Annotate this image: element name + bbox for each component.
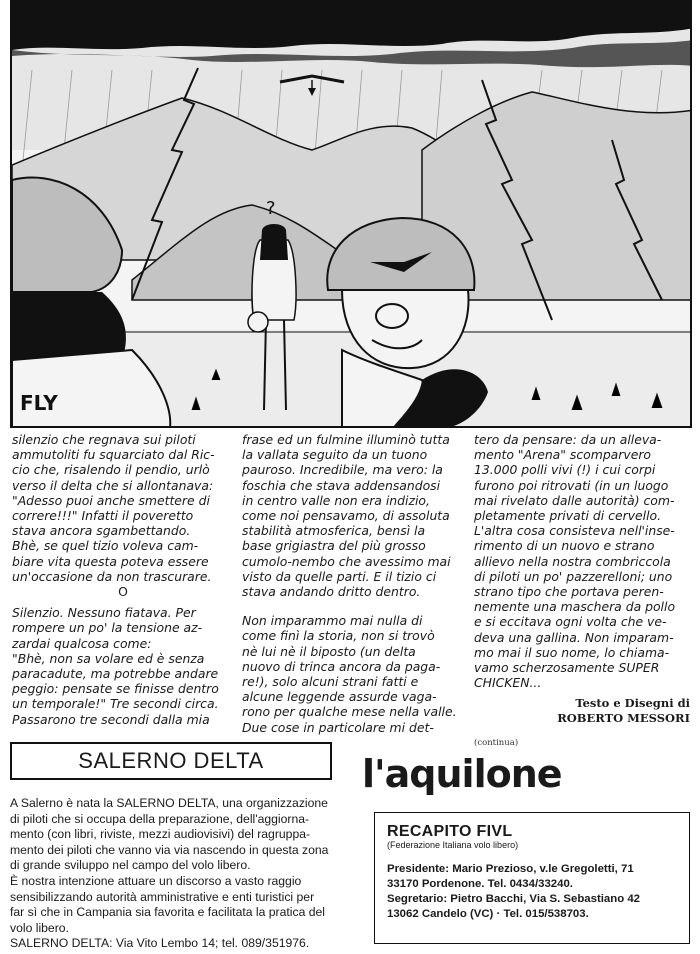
text-line: correre!!!" Infatti il poveretto	[12, 508, 194, 524]
salerno-text-line: di grande sviluppo nel campo del volo libero.	[10, 858, 251, 873]
credit-line-1: Testo e Disegni di	[575, 696, 690, 711]
recapito-lines	[387, 862, 677, 922]
salerno-delta-text	[10, 796, 340, 952]
text-line: frase ed un fulmine illuminò tutta	[242, 432, 450, 447]
text-line: strano tipo che portava peren-	[474, 584, 664, 600]
recapito-subtitle: (Federazione Italiana volo libero)	[387, 840, 519, 850]
comic-illustration	[12, 0, 692, 428]
column-3-text	[474, 432, 690, 690]
text-line: allievo nella nostra combriccola	[474, 553, 671, 569]
salerno-text-line: SALERNO DELTA: Via Vito Lembo 14; tel. 089/351976.	[10, 936, 310, 951]
text-line: "Bhè, non sa volare ed è senza	[12, 650, 205, 666]
text-line: deva una gallina. Non imparam-	[474, 629, 674, 645]
text-line: peggio: pensate se finisse dentro	[12, 681, 219, 697]
text-line: silenzio che regnava sui piloti	[12, 432, 196, 447]
text-line: Silenzio. Nessuno fiatava. Per	[12, 605, 196, 621]
text-line: mai rivelato dalle autorità) com-	[474, 492, 675, 508]
text-line: in centro valle non era indizio,	[242, 492, 430, 508]
text-line: nè lui nè il biposto (un delta	[242, 643, 416, 659]
text-line: cumolo-nembo che avessimo mai	[242, 553, 451, 569]
text-line: mo mai il suo nome, lo chiama-	[474, 644, 670, 660]
text-line: un temporale!" Tre secondi circa.	[12, 696, 219, 712]
recapito-title: RECAPITO FIVL	[387, 823, 513, 840]
text-line: "Adesso puoi anche smettere di	[12, 492, 210, 508]
question-mark: ?	[266, 198, 276, 219]
text-line: pauroso. Incredibile, ma vero: la	[242, 462, 443, 478]
text-line: la vallata seguito da un tuono	[242, 447, 428, 463]
recapito-fivl-box	[374, 812, 690, 944]
text-line: tero da pensare: da un alleva-	[474, 432, 662, 447]
column-1-text	[12, 432, 234, 584]
recapito-line: Presidente: Mario Prezioso, v.le Gregoletti, 71	[387, 863, 634, 875]
text-line: 13.000 polli vivi (!) i cui corpi	[474, 462, 656, 478]
text-line: CHICKEN...	[474, 675, 542, 691]
text-line: di piloti un po' pazzerelloni; uno	[474, 568, 673, 584]
text-line: foschia che stava addensandosi	[242, 477, 441, 493]
aquilone-logo: l'aquilone	[362, 752, 562, 796]
text-line: ammutoliti fu squarciato dal Ric-	[12, 447, 215, 463]
text-line: verso il delta che si allontanava:	[12, 477, 214, 493]
text-line: vamo scherzosamente SUPER	[474, 660, 660, 676]
text-line: rompere un po' la tensione az-	[12, 620, 203, 636]
comic-panel	[10, 0, 692, 428]
text-line: Bhè, se quel tizio voleva cam-	[12, 538, 199, 554]
salerno-text-line: far sì che in Campania sia favorita e facilitata la pratica del	[10, 905, 326, 920]
text-line: zardai qualcosa come:	[12, 635, 152, 651]
text-line: alcune leggende assurde vaga-	[242, 689, 437, 705]
text-line: Non imparammo mai nulla di	[242, 613, 423, 629]
text-line: re!), solo alcuni strani fatti e	[242, 674, 419, 690]
salerno-text-line: volo libero.	[10, 920, 69, 935]
article-column-2	[242, 432, 464, 735]
salerno-text-line: A Salerno è nata la SALERNO DELTA, una organizzazione	[10, 796, 328, 810]
text-line: L'altra cosa consisteva nell'inse-	[474, 523, 675, 539]
continua-note: (continua)	[474, 738, 519, 749]
text-line: rimento di un nuovo e strano	[474, 538, 655, 554]
text-line: come finì la storia, non si trovò	[242, 628, 435, 644]
right-pilot	[327, 218, 488, 428]
text-line: stava ancora sgambettando.	[12, 523, 191, 539]
credit-author: ROBERTO MESSORI	[557, 711, 690, 726]
text-line: stava andando dritto dentro.	[242, 584, 421, 600]
text-line: nuovo di trinca ancora da paga-	[242, 658, 441, 674]
salerno-text-line: di piloti che si occupa della preparazione, dell'aggiorna-	[10, 811, 310, 826]
article-column-1	[12, 432, 234, 727]
salerno-text-line: mento (con libri, riviste, mezzi audiovisivi) del ragruppa-	[10, 827, 311, 842]
text-line: Due cose in particolare mi det-	[242, 719, 434, 735]
text-line: base grigiastra del più grosso	[242, 538, 426, 554]
salerno-delta-title-box	[10, 742, 332, 780]
column-2-text-continued	[242, 613, 464, 735]
text-line: paracadute, ma potrebbe andare	[12, 666, 219, 682]
text-line: come noi pensavamo, di assoluta	[242, 508, 450, 524]
recapito-line: 33170 Pordenone. Tel. 0434/33240.	[387, 878, 573, 890]
text-line: pletamente privati di cervello.	[474, 508, 662, 524]
salerno-text-line: mento dei piloti che vanno via via nascendo in questa zona	[10, 842, 329, 857]
text-line: stabilità atmosferica, bensì la	[242, 523, 426, 539]
text-line: rono per qualche mese nella valle.	[242, 704, 457, 720]
text-line: furono poi ritrovati (in un luogo	[474, 477, 669, 493]
column-1-text-continued	[12, 605, 234, 727]
salerno-text-line: È nostra intenzione attuare un discorso a vasto raggio	[10, 873, 302, 888]
text-line: Passarono tre secondi dalla mia	[12, 711, 210, 727]
recapito-line: 13062 Candelo (VC) · Tel. 015/538703.	[387, 908, 589, 920]
text-line: nemente una maschera da pollo	[474, 599, 676, 615]
text-line: biare vita questa poteva essere	[12, 553, 209, 569]
recapito-line: Segretario: Pietro Bacchi, Via S. Sebastiano 42	[387, 893, 641, 905]
salerno-text-line: sensibilizzando autorità amministrative e enti turistici per	[10, 889, 315, 904]
article-column-3	[474, 432, 690, 752]
section-separator: O	[118, 584, 128, 600]
fly-sign: FLY	[20, 391, 58, 415]
text-line: mento "Arena" scomparvero	[474, 447, 652, 463]
salerno-delta-title: SALERNO DELTA	[78, 748, 264, 773]
text-line: visto da quelle parti. E il tizio ci	[242, 568, 437, 584]
text-line: un'occasione da non trascurare.	[12, 568, 212, 584]
text-line: e si eccitava ogni volta che ve-	[474, 614, 667, 630]
text-line: cio che, risalendo il pendio, urlò	[12, 462, 210, 478]
column-2-text	[242, 432, 464, 599]
